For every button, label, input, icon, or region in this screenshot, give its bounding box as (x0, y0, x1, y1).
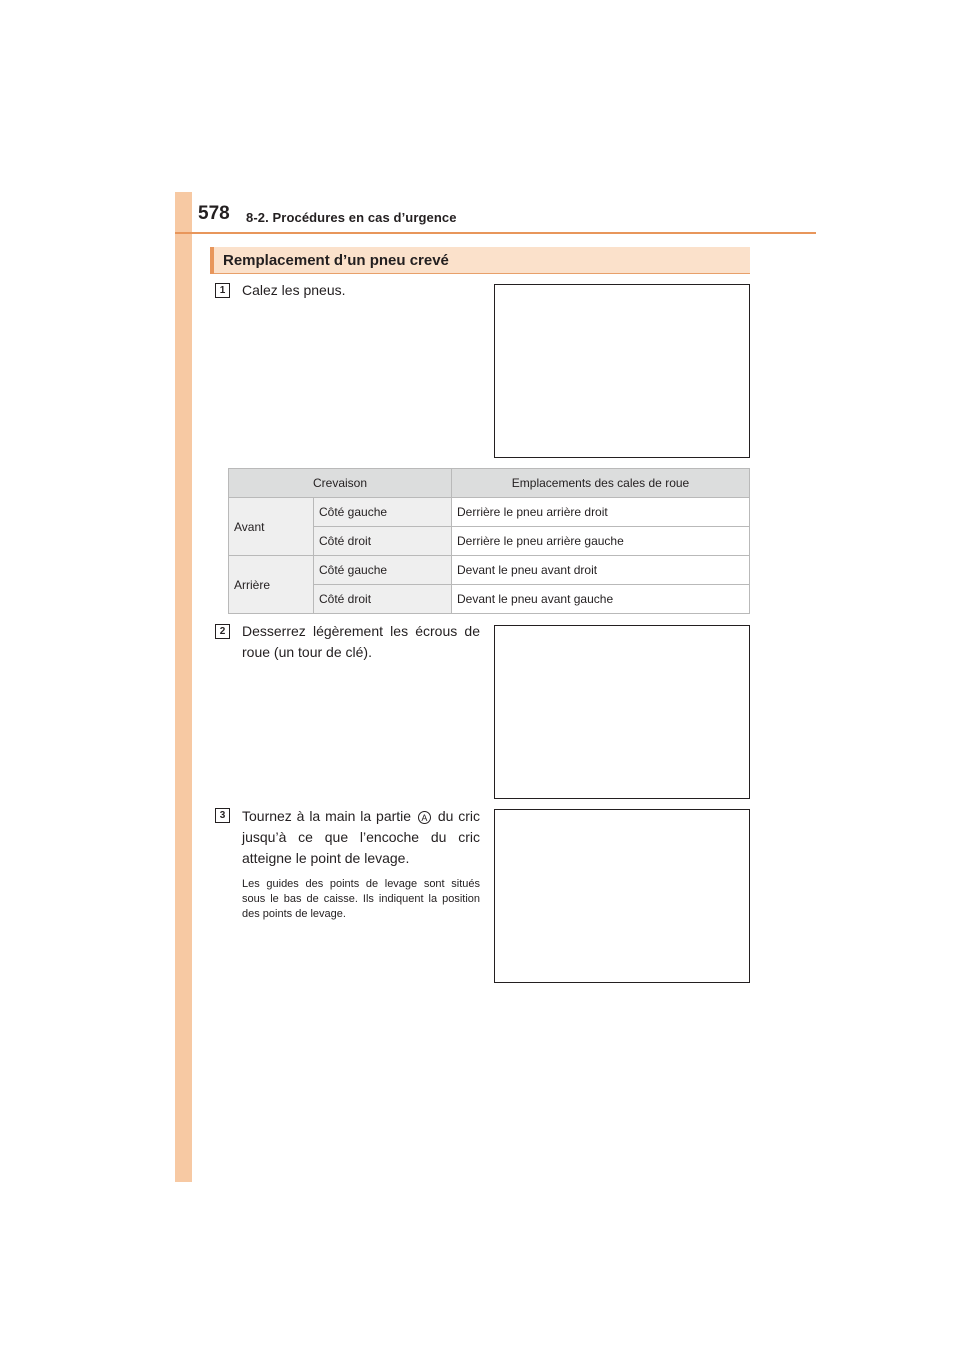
section-header (210, 247, 750, 274)
step-3-text-before: Tournez à la main la partie (242, 808, 412, 824)
header-rule (175, 232, 816, 234)
table-cell-side: Côté gauche (314, 498, 452, 527)
table-cell-side: Côté droit (314, 585, 452, 614)
table-cell-location: Derrière le pneu arrière droit (452, 498, 750, 527)
marker-a-label: A (418, 811, 431, 824)
step-2-number: 2 (215, 624, 230, 639)
table-header-row (229, 469, 750, 498)
table-row (229, 556, 750, 585)
chapter-title: 8-2. Procédures en cas d’urgence (246, 210, 457, 225)
table-group-label: Arrière (229, 556, 314, 614)
step-3-number: 3 (215, 808, 230, 823)
section-header-accent-bar (210, 247, 214, 274)
chapter-sidebar-tab (175, 192, 192, 1182)
step-2-illustration (494, 625, 750, 799)
wheel-chock-table (228, 468, 750, 614)
step-3-illustration (494, 809, 750, 983)
step-3-text (242, 806, 480, 869)
step-1-number: 1 (215, 283, 230, 298)
table-cell-location: Derrière le pneu arrière gauche (452, 527, 750, 556)
table-cell-side: Côté gauche (314, 556, 452, 585)
table-row (229, 498, 750, 527)
table-header-crevaison: Crevaison (229, 469, 452, 498)
step-3-note: Les guides des points de levage sont situés sous le bas de caisse. Ils indiquent la position des points de levage. (242, 878, 480, 920)
page-number: 578 (198, 203, 230, 224)
table-cell-location: Devant le pneu avant gauche (452, 585, 750, 614)
step-1-illustration (494, 284, 750, 458)
step-2-text: Desserrez légèrement les écrous de roue (un tour de clé). (242, 623, 480, 660)
section-title: Remplacement d’un pneu crevé (223, 252, 449, 269)
table-header-locations: Emplacements des cales de roue (452, 469, 750, 498)
step-1-text: Calez les pneus. (242, 282, 346, 298)
step-3-text-after: du cric jusqu’à ce que l’encoche du cric atteigne le point de levage. (242, 808, 481, 866)
table-group-label: Avant (229, 498, 314, 556)
table-cell-side: Côté droit (314, 527, 452, 556)
table-cell-location: Devant le pneu avant droit (452, 556, 750, 585)
